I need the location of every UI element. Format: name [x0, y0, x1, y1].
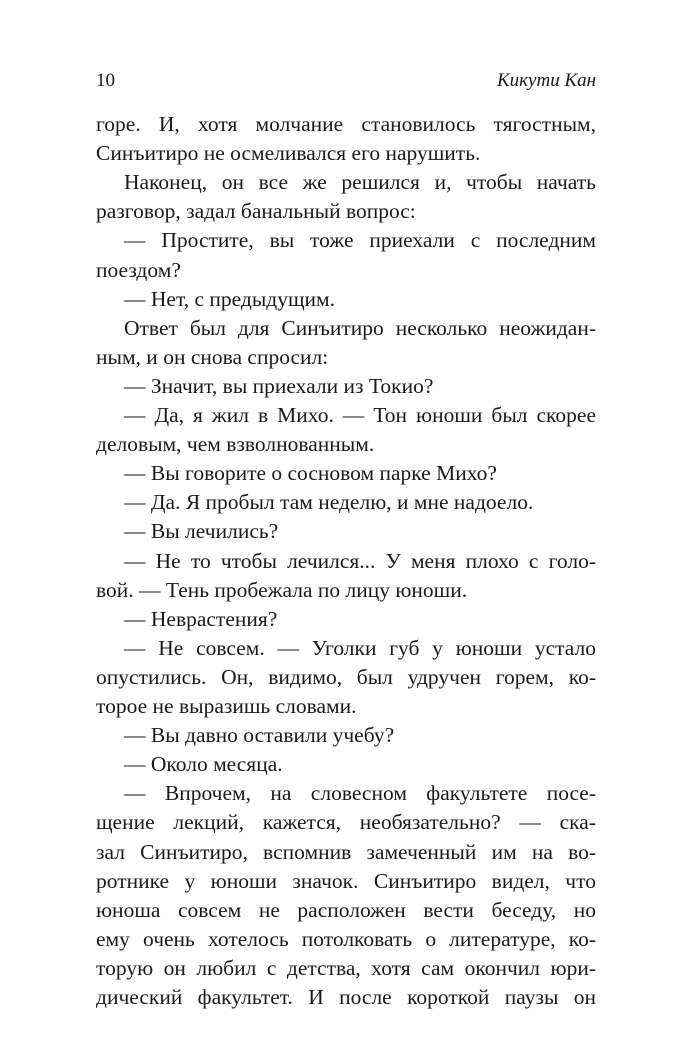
- text-line: опустились. Он, видимо, был удручен горем, ко-: [96, 664, 596, 689]
- text-line: ему очень хотелось потолковать о литературе, ко-: [96, 926, 596, 951]
- running-head-author: Кикути Кан: [497, 70, 596, 91]
- text-line: Синъитиро не осмеливался его нарушить.: [96, 141, 481, 166]
- text-line: зал Синъитиро, вспомнив замеченный им на во-: [96, 839, 596, 864]
- text-line: — Да, я жил в Михо. — Тон юноши был скорее: [124, 403, 596, 427]
- text-line: — Впрочем, на словесном факультете посе-: [124, 781, 596, 806]
- text-line: ротнике у юноши значок. Синъитиро видел, что: [96, 868, 596, 893]
- text-line: Ответ был для Синъитиро несколько неожидан-: [124, 315, 596, 340]
- text-line: разговор, задал банальный вопрос:: [96, 199, 416, 224]
- text-line: — Нет, с предыдущим.: [124, 286, 336, 311]
- text-line: горе. И, хотя молчание становилось тягостным,: [96, 112, 596, 136]
- text-line: деловым, чем взволнованным.: [96, 432, 375, 457]
- text-line: вой. — Тень пробежала по лицу юноши.: [96, 577, 468, 602]
- text-line: поездом?: [96, 257, 181, 282]
- text-line: — Вы давно оставили учебу?: [124, 723, 395, 748]
- text-line: торое не выразишь словами.: [96, 694, 357, 718]
- text-line: дический факультет. И после короткой паузы он: [96, 985, 596, 1009]
- text-line: Наконец, он все же решился и, чтобы начать: [124, 170, 596, 195]
- page-header: [96, 70, 596, 100]
- text-line: — Неврастения?: [124, 606, 278, 631]
- text-line: — Вы говорите о сосновом парке Михо?: [124, 461, 497, 486]
- text-line: щение лекций, кажется, необязательно? — ска-: [96, 810, 596, 835]
- text-line: — Не то чтобы лечился... У меня плохо с голо-: [124, 548, 596, 573]
- text-line: — Значит, вы приехали из Токио?: [124, 373, 434, 398]
- text-line: торую он любил с детства, хотя сам окончил юри-: [96, 955, 596, 980]
- text-line: — Да. Я пробыл там неделю, и мне надоело.: [124, 490, 534, 515]
- text-line: юноша совсем не расположен вести беседу, но: [96, 897, 596, 922]
- text-line: — Не совсем. — Уголки губ у юноши устало: [124, 635, 596, 660]
- text-line: — Вы лечились?: [124, 519, 279, 544]
- text-line: — Простите, вы тоже приехали с последним: [124, 228, 596, 253]
- page-number: 10: [96, 70, 115, 91]
- text-line: ным, и он снова спросил:: [96, 344, 329, 369]
- text-line: — Около месяца.: [124, 752, 283, 777]
